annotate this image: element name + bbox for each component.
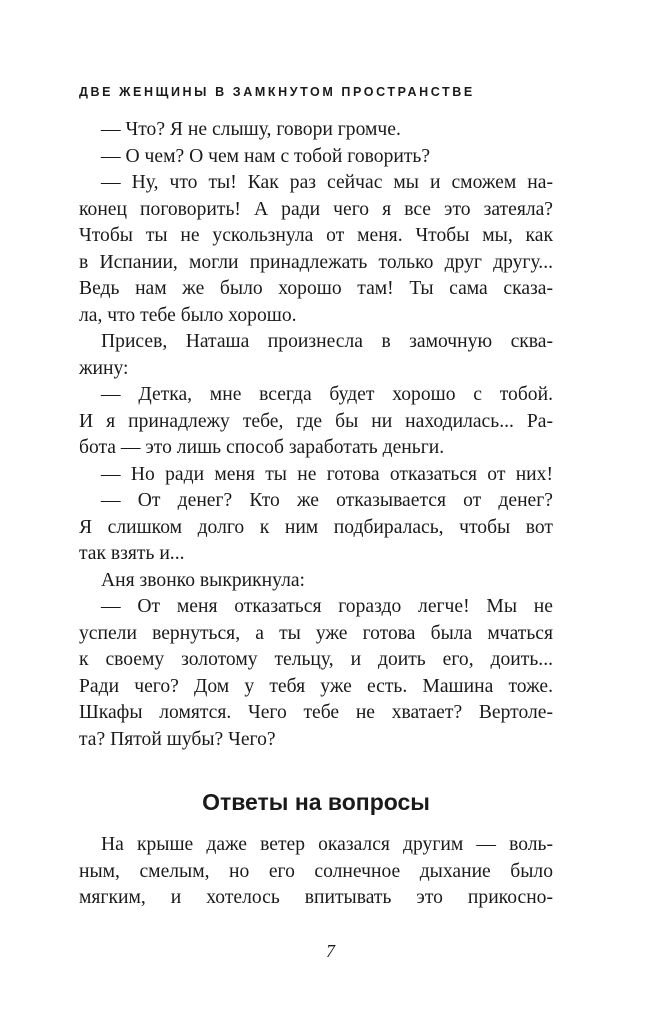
text-line: Я слишком долго к ним подбиралась, чтобы вот: [79, 516, 553, 538]
text-line: И я принадлежу тебе, где бы ни находилась... Ра-: [79, 410, 553, 432]
text-line: Шкафы ломятся. Чего тебе не хватает? Вертоле-: [79, 702, 553, 723]
text-line: мягким, и хотелось впитывать это прикосно-: [79, 887, 553, 908]
text-line: жину:: [79, 357, 129, 379]
text-line: — О чем? О чем нам с тобой говорить?: [101, 145, 431, 167]
section-text: [79, 832, 553, 912]
text-line: Ради чего? Дом у тебя уже есть. Машина тоже.: [79, 675, 553, 697]
text-line: так взять и...: [79, 543, 185, 564]
text-line: — Но ради меня ты не готова отказаться от них!: [101, 463, 553, 485]
text-line: На крыше даже ветер оказался другим — воль-: [101, 834, 553, 855]
text-line: ным, смелым, но его солнечное дыхание было: [79, 860, 553, 882]
text-line: в Испании, могли принадлежать только друг другу...: [79, 251, 553, 273]
text-line: — Детка, мне всегда будет хорошо с тобой.: [101, 384, 553, 405]
text-line: — От меня отказаться гораздо легче! Мы не: [101, 596, 553, 617]
text-line: конец поговорить! А ради чего я все это затеяла?: [79, 198, 553, 220]
text-line: Чтобы ты не ускользнула от меня. Чтобы мы, как: [79, 225, 553, 246]
text-line: — От денег? Кто же отказывается от денег?: [101, 490, 553, 511]
text-line: та? Пятой шубы? Чего?: [79, 728, 276, 750]
running-head: ДВЕ ЖЕНЩИНЫ В ЗАМКНУТОМ ПРОСТРАНСТВЕ: [79, 85, 475, 99]
section-heading: Ответы на вопросы: [202, 789, 430, 815]
text-line: — Ну, что ты! Как раз сейчас мы и сможем на-: [101, 172, 553, 193]
text-line: Присев, Наташа произнесла в замочную сква-: [101, 331, 553, 352]
text-line: бота — это лишь способ заработать деньги.: [79, 437, 445, 458]
text-line: — Что? Я не слышу, говори громче.: [101, 119, 401, 140]
page-number: 7: [326, 941, 335, 961]
text-line: Ведь нам же было хорошо там! Ты сама сказа-: [79, 278, 553, 299]
text-line: ла, что тебе было хорошо.: [79, 304, 297, 326]
dialogue-text: [79, 117, 553, 753]
text-line: к своему золотому тельцу, и доить его, доить...: [79, 649, 553, 670]
text-line: Аня звонко выкрикнула:: [101, 569, 305, 591]
text-line: успели вернуться, а ты уже готова была мчаться: [79, 622, 553, 644]
